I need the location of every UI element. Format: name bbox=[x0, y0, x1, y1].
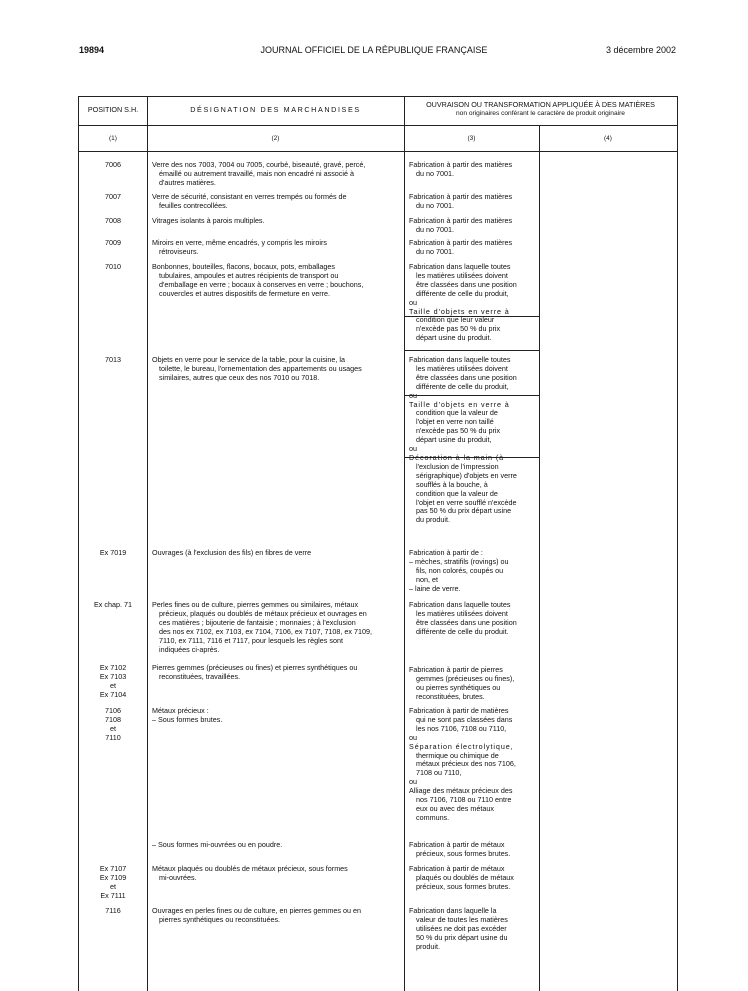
publication-date: 3 décembre 2002 bbox=[605, 45, 676, 55]
designation-cell: Bonbonnes, bouteilles, flacons, bocaux, pots, emballages tubulaires, ampoules et autres récipients de transport ou d'emballage en verre ; bocaux à conserves en verre ; bouchons, couvercles et autres dispositifs de fermeture en verre. bbox=[152, 262, 364, 298]
column-divider bbox=[539, 125, 540, 991]
position-cell: 7010 bbox=[105, 262, 121, 271]
position-cell: 7008 bbox=[105, 216, 121, 225]
designation-cell: Métaux plaqués ou doublés de métaux précieux, sous formes mi-ouvrées. bbox=[152, 864, 348, 882]
designation-cell: Objets en verre pour le service de la table, pour la cuisine, la toilette, le bureau, l'ornementation des appartements ou usages similaires, autres que ceux des nos 7010 ou 7018. bbox=[152, 355, 362, 382]
column-header-ouvraison-title: OUVRAISON OU TRANSFORMATION APPLIQUÉE À DES MATIÈRES bbox=[426, 100, 655, 109]
ouvraison-cell: Fabrication dans laquelle toutes les matières utilisées doivent être classées dans une position différente de celle du produit, ou Taille d'objets en verre à condition que leur valeur n'excède pas 50 % du prix départ usine du produit. bbox=[409, 262, 517, 343]
sub-row-divider bbox=[404, 350, 539, 351]
designation-cell: Perles fines ou de culture, pierres gemmes ou similaires, métaux précieux, plaqués ou doublés de métaux précieux et ouvrages en ces matières ; bijouterie de fantaisie ; monnaies ; à l'exclusion des nos ex 7102, ex 7103, ex 7104, 7106, ex 7107, 7108, ex 7109, 7110, ex 7111, 7116 et 7117, pour lesquels les règles sont indiquées ci-après. bbox=[152, 600, 372, 654]
designation-cell: Miroirs en verre, même encadrés, y compris les miroirs rétroviseurs. bbox=[152, 238, 327, 256]
designation-cell: Verre des nos 7003, 7004 ou 7005, courbé, biseauté, gravé, percé, émaillé ou autrement travaillé, mais non encadré ni associé à d'autres matières. bbox=[152, 160, 366, 187]
position-cell: 7009 bbox=[105, 238, 121, 247]
position-cell: Ex 7019 bbox=[99, 548, 127, 557]
ouvraison-cell: Fabrication à partir de métaux précieux, sous formes brutes. bbox=[409, 840, 511, 858]
column-header-ouvraison bbox=[404, 100, 677, 118]
column-number: (1) bbox=[109, 135, 117, 142]
designation-cell: Vitrages isolants à parois multiples. bbox=[152, 216, 265, 225]
column-number: (4) bbox=[604, 135, 612, 142]
designation-cell: – Sous formes mi-ouvrées ou en poudre. bbox=[152, 840, 283, 849]
journal-title: JOURNAL OFFICIEL DE LA RÉPUBLIQUE FRANÇAISE bbox=[260, 45, 488, 55]
position-cell: 7116 bbox=[105, 906, 121, 915]
column-header-ouvraison-subtitle: non originaires conférant le caractère de produit originaire bbox=[456, 110, 625, 117]
column-number: (3) bbox=[467, 135, 476, 142]
position-cell: Ex 7102 Ex 7103 et Ex 7104 bbox=[99, 663, 127, 699]
column-header-position: POSITION S.H. bbox=[87, 105, 139, 114]
sub-row-divider bbox=[404, 395, 539, 396]
ouvraison-cell: Fabrication à partir de pierres gemmes (précieuses ou fines), ou pierres synthétiques ou reconstituées, brutes. bbox=[409, 665, 515, 701]
designation-cell: Ouvrages en perles fines ou de culture, en pierres gemmes ou en pierres synthétiques ou reconstituées. bbox=[152, 906, 361, 924]
column-header-designation: DÉSIGNATION DES MARCHANDISES bbox=[190, 105, 361, 114]
ouvraison-cell: Fabrication dans laquelle toutes les matières utilisées doivent être classées dans une position différente de celle du produit, ou Taille d'objets en verre à condition que la valeur de l'objet en verre non taillé n'excède pas 50 % du prix départ usine du produit, ou Décoration à la main (à l'exclusion de l'impression sérigraphique) d'objets en verre soufflés à la bouche, à condition que la valeur de l'objet en verre soufflé n'excède pas 50 % du prix départ usine du produit. bbox=[409, 355, 517, 525]
header-divider bbox=[79, 151, 677, 152]
sub-row-divider bbox=[404, 457, 539, 458]
column-divider bbox=[404, 97, 405, 991]
position-cell: 7106 7108 et 7110 bbox=[105, 706, 121, 742]
page-number: 19894 bbox=[79, 45, 105, 55]
ouvraison-cell: Fabrication à partir des matières du no 7001. bbox=[409, 192, 513, 210]
column-divider bbox=[147, 97, 148, 991]
designation-cell: Pierres gemmes (précieuses ou fines) et pierres synthétiques ou reconstituées, travaillées. bbox=[152, 663, 358, 681]
designation-cell: Métaux précieux : – Sous formes brutes. bbox=[152, 706, 223, 724]
position-cell: Ex chap. 71 bbox=[94, 600, 132, 609]
rules-table bbox=[78, 96, 678, 991]
ouvraison-cell: Fabrication dans laquelle la valeur de toutes les matières utilisées ne doit pas excéder 50 % du prix départ usine du produit. bbox=[409, 906, 508, 951]
ouvraison-cell: Fabrication à partir de matières qui ne sont pas classées dans les nos 7106, 7108 ou 7110, ou Séparation électrolytique, thermique ou chimique de métaux précieux des nos 7106, 7108 ou 7110, ou Alliage des métaux précieux des nos 7106, 7108 ou 7110 entre eux ou avec des métaux communs. bbox=[409, 706, 516, 822]
designation-cell: Ouvrages (à l'exclusion des fils) en fibres de verre bbox=[152, 548, 312, 557]
column-number: (2) bbox=[271, 135, 280, 142]
position-cell: 7006 bbox=[105, 160, 121, 169]
ouvraison-cell: Fabrication dans laquelle toutes les matières utilisées doivent être classées dans une position différente de celle du produit. bbox=[409, 600, 517, 636]
header-divider bbox=[79, 125, 677, 126]
ouvraison-cell: Fabrication à partir de : – mèches, stratifils (rovings) ou fils, non colorés, coupés ou non, et – laine de verre. bbox=[409, 548, 509, 593]
ouvraison-cell: Fabrication à partir des matières du no 7001. bbox=[409, 238, 513, 256]
position-cell: 7007 bbox=[105, 192, 121, 201]
ouvraison-cell: Fabrication à partir des matières du no 7001. bbox=[409, 160, 513, 178]
ouvraison-cell: Fabrication à partir de métaux plaqués ou doublés de métaux précieux, sous formes brutes. bbox=[409, 864, 514, 891]
designation-cell: Verre de sécurité, consistant en verres trempés ou formés de feuilles contrecollées. bbox=[152, 192, 347, 210]
ouvraison-cell: Fabrication à partir des matières du no 7001. bbox=[409, 216, 513, 234]
sub-row-divider bbox=[404, 316, 539, 317]
position-cell: Ex 7107 Ex 7109 et Ex 7111 bbox=[99, 864, 127, 900]
position-cell: 7013 bbox=[105, 355, 121, 364]
